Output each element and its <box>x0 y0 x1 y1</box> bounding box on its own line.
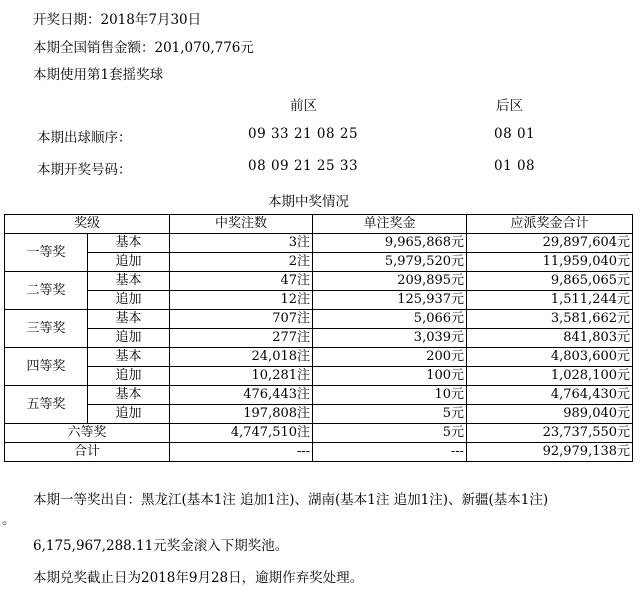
type-cell: 基本 <box>88 234 170 253</box>
total-cell: 29,897,604元 <box>467 234 633 253</box>
table-row-sixth <box>5 424 633 443</box>
count-cell: 4,747,510注 <box>170 424 313 443</box>
prize-cell: 125,937元 <box>313 291 467 310</box>
prize-cell: 9,965,868元 <box>313 234 467 253</box>
prize-cell: 209,895元 <box>313 272 467 291</box>
type-cell: 追加 <box>88 253 170 272</box>
type-cell: 追加 <box>88 405 170 424</box>
prize-cell: 200元 <box>313 348 467 367</box>
table-title: 本期中奖情况 <box>268 194 349 210</box>
total-cell: 3,581,662元 <box>467 310 633 329</box>
count-cell: 476,443注 <box>170 386 313 405</box>
count-cell: 3注 <box>170 234 313 253</box>
total-cell: 9,865,065元 <box>467 272 633 291</box>
count-cell: 707注 <box>170 310 313 329</box>
count-cell: 24,018注 <box>170 348 313 367</box>
level-cell: 三等奖 <box>5 310 88 348</box>
prize-cell: 100元 <box>313 367 467 386</box>
table-row <box>5 310 633 329</box>
type-cell: 基本 <box>88 386 170 405</box>
prize-table <box>4 214 633 462</box>
ball-set-info: 本期使用第1套摇奖球 <box>33 67 164 83</box>
type-cell: 基本 <box>88 272 170 291</box>
first-prize-origin: 本期一等奖出自：黑龙江(基本1注 追加1注)、湖南(基本1注 追加1注)、新疆(基本1注) <box>33 492 549 508</box>
prize-cell: 5元 <box>313 424 467 443</box>
draw-order-label: 本期出球顺序： <box>37 130 132 146</box>
table-row <box>5 234 633 253</box>
total-cell: 4,803,600元 <box>467 348 633 367</box>
header-total: 应派奖金合计 <box>467 215 633 234</box>
total-cell: 1,511,244元 <box>467 291 633 310</box>
redemption-deadline: 本期兑奖截止日为2018年9月28日，逾期作弃奖处理。 <box>33 570 364 586</box>
table-row <box>5 367 633 386</box>
rollover-amount: 6,175,967,288.11元奖金滚入下期奖池。 <box>33 538 289 554</box>
level-cell: 五等奖 <box>5 386 88 424</box>
total-cell: 23,737,550元 <box>467 424 633 443</box>
total-cell: 989,040元 <box>467 405 633 424</box>
prize-cell: 5,979,520元 <box>313 253 467 272</box>
sales-amount: 本期全国销售金额：201,070,776元 <box>33 40 254 56</box>
level-cell: 六等奖 <box>5 424 170 443</box>
count-cell: --- <box>170 443 313 462</box>
type-cell: 追加 <box>88 329 170 348</box>
level-cell: 一等奖 <box>5 234 88 272</box>
prize-cell: 3,039元 <box>313 329 467 348</box>
header-level: 奖级 <box>5 215 170 234</box>
back-zone-label: 后区 <box>496 98 523 114</box>
winning-numbers-label: 本期开奖号码： <box>37 162 132 178</box>
count-cell: 2注 <box>170 253 313 272</box>
level-cell: 四等奖 <box>5 348 88 386</box>
prize-cell: 10元 <box>313 386 467 405</box>
front-zone-label: 前区 <box>290 98 317 114</box>
type-cell: 基本 <box>88 310 170 329</box>
table-row-sum <box>5 443 633 462</box>
table-row <box>5 348 633 367</box>
total-cell: 841,803元 <box>467 329 633 348</box>
level-cell: 二等奖 <box>5 272 88 310</box>
draw-order-back: 08 01 <box>494 126 536 142</box>
total-cell: 11,959,040元 <box>467 253 633 272</box>
total-cell: 92,979,138元 <box>467 443 633 462</box>
prize-cell: 5元 <box>313 405 467 424</box>
header-prize: 单注奖金 <box>313 215 467 234</box>
draw-date: 开奖日期：2018年7月30日 <box>33 12 202 28</box>
prize-cell: --- <box>313 443 467 462</box>
count-cell: 277注 <box>170 329 313 348</box>
table-header-row <box>5 215 633 234</box>
table-row <box>5 253 633 272</box>
count-cell: 12注 <box>170 291 313 310</box>
prize-cell: 5,066元 <box>313 310 467 329</box>
type-cell: 基本 <box>88 348 170 367</box>
winning-numbers-front: 08 09 21 25 33 <box>248 158 359 174</box>
table-row <box>5 272 633 291</box>
header-count: 中奖注数 <box>170 215 313 234</box>
type-cell: 追加 <box>88 367 170 386</box>
total-cell: 4,764,430元 <box>467 386 633 405</box>
draw-order-front: 09 33 21 08 25 <box>248 126 359 142</box>
table-row <box>5 405 633 424</box>
table-row <box>5 291 633 310</box>
count-cell: 47注 <box>170 272 313 291</box>
table-row <box>5 386 633 405</box>
total-cell: 1,028,100元 <box>467 367 633 386</box>
table-row <box>5 329 633 348</box>
stray-mark: 。 <box>2 512 16 528</box>
sum-label-cell: 合计 <box>5 443 170 462</box>
winning-numbers-back: 01 08 <box>494 158 536 174</box>
type-cell: 追加 <box>88 291 170 310</box>
count-cell: 10,281注 <box>170 367 313 386</box>
count-cell: 197,808注 <box>170 405 313 424</box>
